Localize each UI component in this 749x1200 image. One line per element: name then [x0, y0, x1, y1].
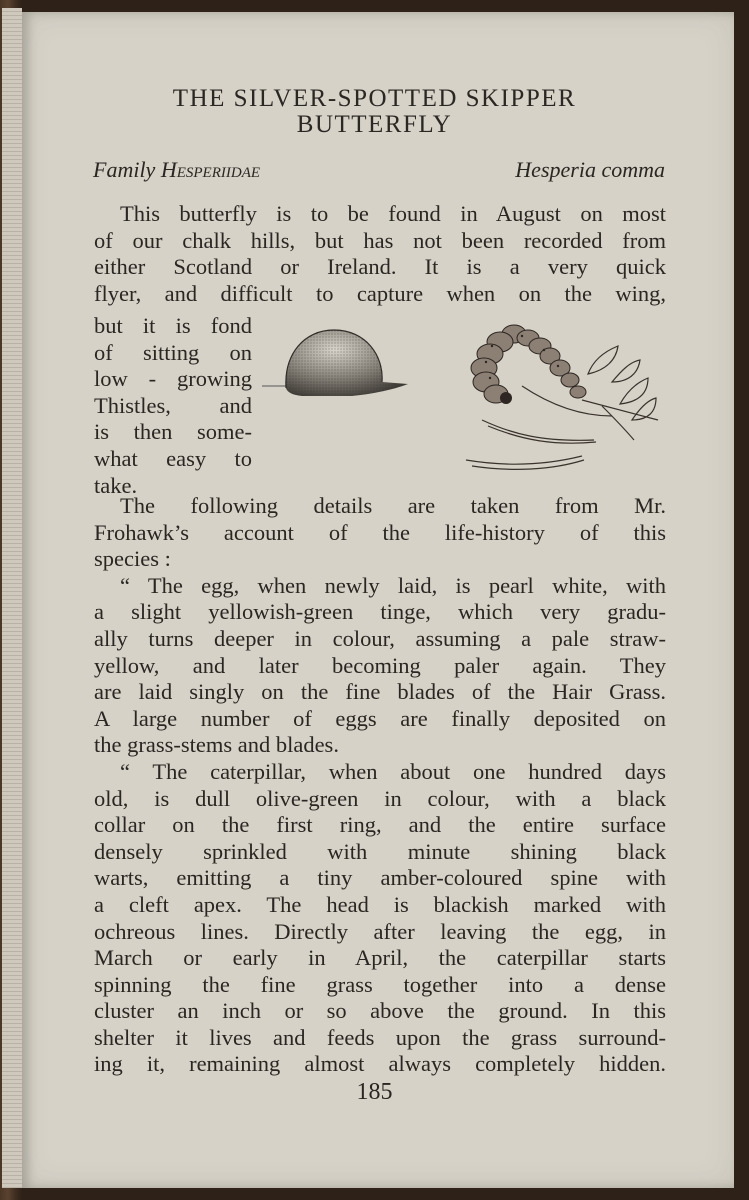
text-line: This butterfly is to be found in August on most	[120, 201, 666, 226]
family-prefix: Family	[93, 157, 161, 182]
text-line: but it is fond	[94, 313, 252, 338]
text-line: species :	[94, 546, 171, 572]
intro-paragraph	[94, 201, 666, 307]
text-line: yellow, and later becoming paler again. They	[94, 652, 666, 678]
text-line: of sitting on	[94, 339, 252, 365]
text-line: Frohawk’s account of the life-history of this	[94, 519, 666, 545]
text-line: March or early in April, the caterpillar starts	[94, 945, 666, 971]
page-stack-edge	[2, 8, 22, 1188]
text-line: what easy to	[94, 445, 252, 471]
text-line: flyer, and difficult to capture when on the wing,	[94, 280, 666, 306]
text-line: are laid singly on the fine blades of the Hair Grass.	[94, 679, 666, 705]
text-line: The following details are taken from Mr.	[120, 493, 666, 518]
text-line: a slight yellowish-green tinge, which very gradu-	[94, 599, 666, 625]
text-line: “ The egg, when newly laid, is pearl white, with	[120, 572, 666, 598]
wrapped-text-column	[94, 313, 252, 499]
text-line: take.	[94, 472, 138, 498]
text-line: warts, emitting a tiny amber-coloured spine with	[94, 865, 666, 891]
body-text	[94, 493, 666, 1078]
text-line: spinning the fine grass together into a dense	[94, 971, 666, 997]
text-line: the grass-stems and blades.	[94, 732, 339, 758]
text-line: A large number of eggs are finally deposited on	[94, 705, 666, 731]
text-line: of our chalk hills, but has not been recorded from	[94, 227, 666, 253]
caterpillar-illustration	[462, 316, 666, 482]
text-line: is then some-	[94, 419, 252, 445]
text-line: ochreous lines. Directly after leaving the egg, in	[94, 918, 666, 944]
species-name: Hesperia comma	[515, 157, 665, 182]
text-line: cluster an inch or so above the ground. In this	[94, 998, 666, 1024]
text-line: ing it, remaining almost always completely hidden.	[94, 1051, 666, 1077]
text-line: collar on the first ring, and the entire surface	[94, 812, 666, 838]
text-line: either Scotland or Ireland. It is a very quick	[94, 254, 666, 280]
taxonomy-row	[93, 157, 665, 187]
title-line-2: BUTTERFLY	[296, 111, 453, 138]
text-line: a cleft apex. The head is blackish marked with	[94, 891, 666, 917]
family-name: Hesperiidae	[160, 157, 261, 182]
page-number: 185	[356, 1079, 393, 1105]
page-title	[0, 86, 749, 138]
text-line: “ The caterpillar, when about one hundred days	[120, 758, 666, 784]
egg-illustration	[262, 324, 412, 408]
text-line: shelter it lives and feeds upon the grass surround-	[94, 1024, 666, 1050]
title-line-1: THE SILVER-SPOTTED SKIPPER	[172, 85, 577, 112]
text-line: Thistles, and	[94, 392, 252, 418]
text-line: densely sprinkled with minute shining black	[94, 838, 666, 864]
text-line: ally turns deeper in colour, assuming a pale straw-	[94, 625, 666, 651]
text-line: old, is dull olive-green in colour, with a black	[94, 785, 666, 811]
family-label	[93, 157, 260, 183]
text-line: low - growing	[94, 366, 252, 392]
